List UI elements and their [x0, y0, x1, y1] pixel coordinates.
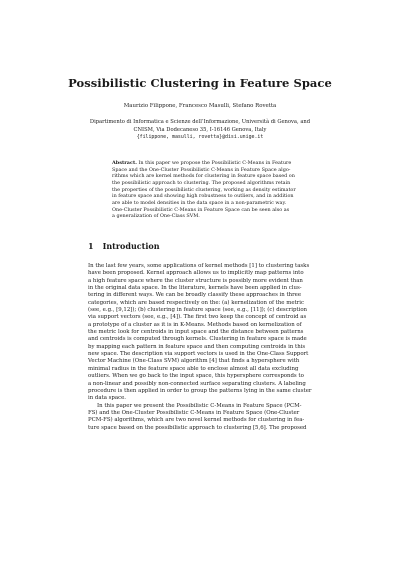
paper-title: Possibilistic Clustering in Feature Space — [68, 76, 332, 90]
abstract-line: the properties of the possibilistic clustering, working as density estimator — [112, 186, 296, 193]
body-line: and centroids is computed through kernels. Clustering in feature space is made — [88, 336, 307, 343]
author-emails: {filippone, masulli, rovetta}@disi.unige.it — [136, 134, 264, 141]
abstract-line: the possibilistic approach to clustering. The proposed algorithms retain — [112, 179, 291, 186]
abstract — [112, 160, 296, 220]
body-line: procedure is then applied in order to group the patterns lying in the same cluster — [88, 387, 312, 394]
abstract-line: a generalization of One-Class SVM. — [112, 213, 200, 220]
abstract-label: Abstract. — [112, 160, 137, 166]
section-title: Introduction — [102, 241, 160, 251]
body-line: tering in different ways. We can be broadly classify these approaches in three — [88, 292, 302, 299]
abstract-line: Space and the One-Cluster Possibilistic C-Means in Feature Space algo- — [112, 166, 291, 173]
section-heading — [88, 241, 160, 251]
body-line: ture space based on the possibilistic approach to clustering [5,6]. The proposed — [88, 424, 307, 431]
body-line: new space. The description via support vectors is used in the One-Class Support — [88, 351, 309, 358]
abstract-line: One-Cluster Possibilistic C-Means in Feature Space can be seen also as — [112, 206, 290, 213]
body-line: minimal radius in the feature space able to enclose almost all data excluding — [88, 365, 299, 372]
body-line: categories, which are based respectively on the: (a) kernelization of the metric — [88, 299, 304, 306]
body-line: a prototype of a cluster as it is in K-Means. Methods based on kernelization of — [88, 321, 302, 328]
body-line: FS) and the One-Cluster Possibilistic C-Means in Feature Space (One-Cluster — [88, 409, 300, 416]
body-line: Vector Machine (One-Class SVM) algorithm [4] that finds a hypersphere with — [88, 358, 300, 365]
abstract-first-line — [112, 160, 292, 167]
body-line: outliers. When we go back to the input space, this hypersphere corresponds to — [88, 373, 304, 380]
introduction-body — [88, 263, 312, 432]
abstract-line: are able to model densities in the data space in a non-parametric way. — [112, 199, 287, 206]
affiliation-block — [0, 119, 400, 142]
affiliation-line: CNISM, Via Dodecaneso 35, I-16146 Genova, Italy — [133, 126, 267, 133]
body-line: the metric look for centroids in input space and the distance between patterns — [88, 329, 304, 336]
author-list: Maurizio Filippone, Francesco Masulli, Stefano Rovetta — [123, 103, 277, 109]
abstract-line: rithms which are kernel methods for clustering in feature space based on — [112, 173, 295, 180]
body-line: have been proposed. Kernel approach allows us to implicitly map patterns into — [88, 270, 304, 277]
affiliation-line: Dipartimento di Informatica e Scienze dell’Informazione, Università di Genova, and — [89, 119, 311, 125]
abstract-line: in feature space and showing high robustness to outliers, and in addition — [112, 193, 294, 200]
abstract-line: In this paper we propose the Possibilistic C-Means in Feature — [138, 160, 292, 166]
body-line: a high feature space where the cluster structure is possibly more evident than — [88, 277, 303, 284]
body-line: In this paper we present the Possibilistic C-Means in Feature Space (PCM- — [97, 402, 302, 409]
body-line: In the last few years, some applications of kernel methods [1] to clustering tasks — [88, 263, 310, 269]
body-line: by mapping each pattern in feature space and then computing centroids in this — [88, 343, 306, 350]
body-line: in data space. — [88, 395, 127, 402]
body-line: PCM-FS) algorithms, which are two novel kernel methods for clustering in fea- — [88, 417, 305, 424]
body-line: a non-linear and possibly non-connected surface separating clusters. A labeling — [88, 380, 306, 387]
body-line: (see, e.g., [9,12]); (b) clustering in feature space (see, e.g., [11]); (c) description — [88, 307, 308, 314]
body-line: in the original data space. In the literature, kernels have been applied in clus- — [88, 285, 302, 292]
body-line: via support vectors (see, e.g., [4]). The first two keep the concept of centroid as — [88, 314, 307, 321]
section-number: 1 — [88, 241, 94, 251]
